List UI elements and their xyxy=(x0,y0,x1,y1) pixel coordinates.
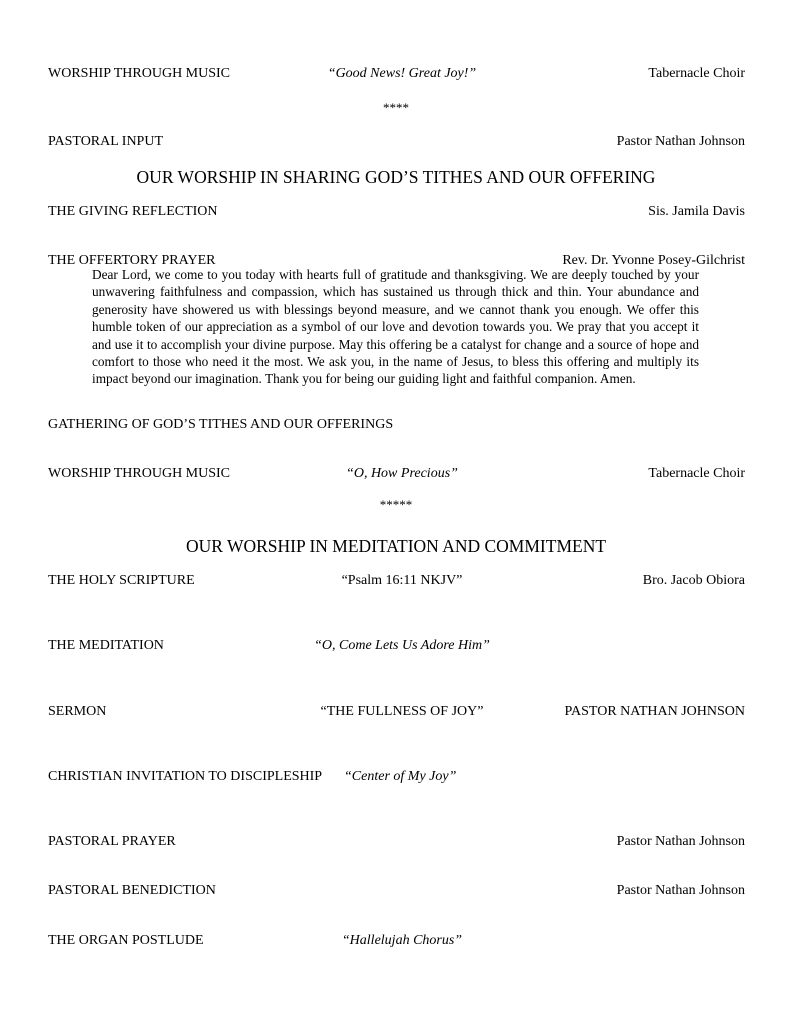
separator-stars-1: **** xyxy=(383,100,409,115)
item-leader: Sis. Jamila Davis xyxy=(648,204,745,219)
item-song: “Center of My Joy” xyxy=(344,769,457,784)
item-title: SERMON xyxy=(48,704,107,719)
item-leader: Pastor Nathan Johnson xyxy=(616,134,745,149)
item-leader: Tabernacle Choir xyxy=(648,466,745,481)
program-item-sermon xyxy=(48,703,745,721)
item-title: WORSHIP THROUGH MUSIC xyxy=(48,466,231,481)
item-scripture: “Psalm 16:11 NKJV” xyxy=(341,573,463,588)
program-item-pastoral-prayer xyxy=(48,833,745,851)
section-heading-meditation: OUR WORSHIP IN MEDITATION AND COMMITMENT xyxy=(185,536,607,556)
item-leader: Bro. Jacob Obiora xyxy=(642,573,745,588)
item-title: PASTORAL BENEDICTION xyxy=(48,883,216,898)
program-item-holy-scripture xyxy=(48,572,745,590)
program-item-pastoral-input xyxy=(48,133,745,151)
item-title: THE MEDITATION xyxy=(48,638,164,653)
program-item-invitation xyxy=(48,768,745,786)
item-song: “O, Come Lets Us Adore Him” xyxy=(314,638,490,653)
item-song: “Good News! Great Joy!” xyxy=(327,66,477,81)
item-title: THE ORGAN POSTLUDE xyxy=(48,933,204,948)
item-sermon-title: “THE FULLNESS OF JOY” xyxy=(320,704,484,719)
program-item-benediction xyxy=(48,882,745,900)
item-title: THE GIVING REFLECTION xyxy=(48,204,218,219)
program-item-gathering-tithes xyxy=(48,416,745,434)
item-leader: Pastor Nathan Johnson xyxy=(616,834,745,849)
item-title: PASTORAL INPUT xyxy=(48,134,164,149)
offertory-prayer-text: Dear Lord, we come to you today with hearts full of gratitude and thanksgiving. We are deeply touched by your unwavering faithfulness and compassion, which has sustained us through thick and thin. Your abundance and generosity have showered us with blessings beyond measure, and we cannot thank you enough. We offer this humble token of our appreciation as a symbol of our love and devotion towards you. We pray that you accept it and use it to accomplish your divine purpose. May this offering be a catalyst for change and a source of hope and comfort to those who need it the most. We ask you, in the name of Jesus, to bless this offering and multiply its impact beyond our imagination. Thank you for being our guiding light and faithful companion. Amen. xyxy=(92,267,699,387)
program-item-giving-reflection xyxy=(48,203,745,221)
program-item-organ-postlude xyxy=(48,932,745,950)
section-heading-tithes: OUR WORSHIP IN SHARING GOD’S TITHES AND OUR OFFERING xyxy=(136,167,656,187)
item-leader: PASTOR NATHAN JOHNSON xyxy=(564,704,745,719)
item-leader: Tabernacle Choir xyxy=(648,66,745,81)
item-leader: Rev. Dr. Yvonne Posey-Gilchrist xyxy=(562,253,745,268)
item-song: “O, How Precious” xyxy=(346,466,458,481)
program-item-meditation xyxy=(48,637,745,655)
item-title: GATHERING OF GOD’S TITHES AND OUR OFFERINGS xyxy=(48,417,394,432)
program-item-worship-music-2 xyxy=(48,465,745,483)
item-title: WORSHIP THROUGH MUSIC xyxy=(48,66,231,81)
separator-stars-2: ***** xyxy=(379,497,413,512)
item-leader: Pastor Nathan Johnson xyxy=(616,883,745,898)
item-title: PASTORAL PRAYER xyxy=(48,834,176,849)
program-item-worship-music-1 xyxy=(48,65,745,83)
item-title: THE HOLY SCRIPTURE xyxy=(48,573,195,588)
item-song: “Hallelujah Chorus” xyxy=(341,933,463,948)
item-title: CHRISTIAN INVITATION TO DISCIPLESHIP xyxy=(48,769,323,784)
item-title: THE OFFERTORY PRAYER xyxy=(48,253,216,268)
